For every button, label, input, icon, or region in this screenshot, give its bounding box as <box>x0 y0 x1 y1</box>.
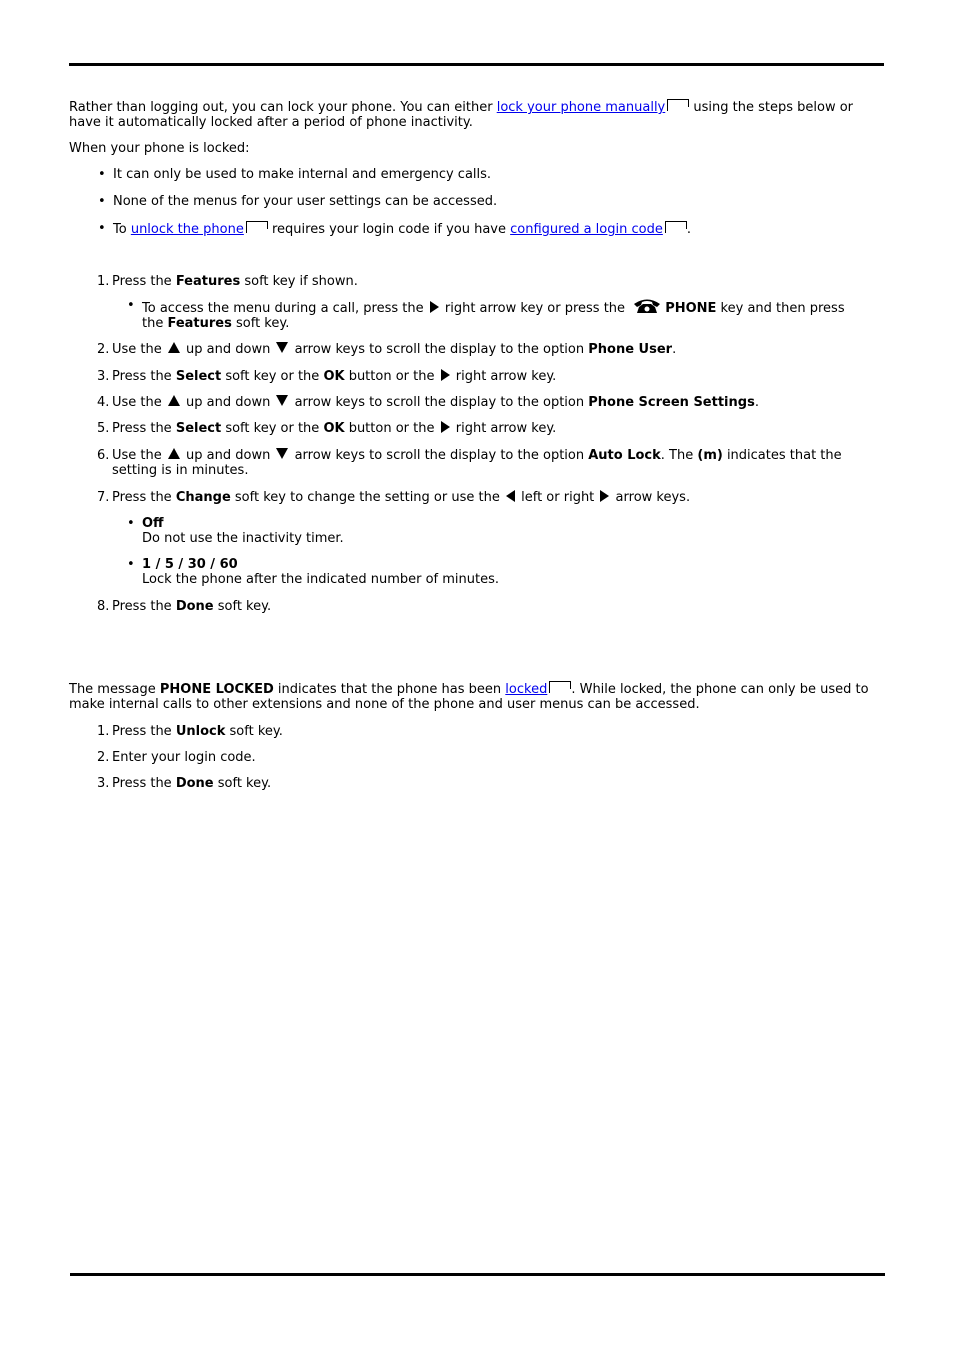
list-item: • To access the menu during a call, press the right arrow key or press the PHONE key and then press the Features soft key. <box>112 298 869 331</box>
step-7: 7. Press the Change soft key to change the setting or use the left or right arrow keys. • Off Do not use the inactivity timer. • 1 / 5 / 30 / 60 Lock the phone after the indicated number of minutes. <box>69 490 869 587</box>
step-number: 6. <box>97 448 110 463</box>
phone-icon <box>632 298 662 314</box>
option-off: • Off Do not use the inactivity timer. <box>112 516 869 546</box>
down-arrow-icon <box>276 342 288 353</box>
list-item: • It can only be used to make internal and emergency calls. <box>69 167 869 182</box>
step-3: 3. Press the Select soft key or the OK button or the right arrow key. <box>97 369 557 384</box>
locked-bullet-list <box>69 167 869 237</box>
step-number: 1. <box>97 274 110 289</box>
unlock-paragraph: The message PHONE LOCKED indicates that the phone has been locked . While locked, the phone can only be used to make internal calls to other extensions and none of the phone and user menus can be accessed. <box>69 682 869 712</box>
step-number: 7. <box>97 490 110 505</box>
step-number: 3. <box>97 369 110 384</box>
step-1: 1. Press the Features soft key if shown. • To access the menu during a call, press the right arrow key or press the PHONE key and then press the Features soft key. <box>69 274 869 331</box>
step-1-sublist <box>112 298 869 331</box>
unlock-step-2: 2. Enter your login code. <box>97 750 256 765</box>
step-number: 2. <box>97 750 110 765</box>
step-2: 2. Use the up and down arrow keys to scroll the display to the option Phone User. <box>97 342 677 357</box>
step-number: 3. <box>97 776 110 791</box>
right-arrow-icon <box>600 490 609 502</box>
unlock-the-phone-link[interactable]: unlock the phone <box>130 222 244 237</box>
configured-login-code-link[interactable]: configured a login code <box>510 222 663 237</box>
locked-intro-text: When your phone is locked: <box>69 141 250 156</box>
lock-phone-manually-link[interactable]: lock your phone manually <box>496 100 666 115</box>
step-number: 4. <box>97 395 110 410</box>
up-arrow-icon <box>168 395 180 406</box>
list-item: • To unlock the phone requires your login code if you have configured a login code . <box>69 221 869 237</box>
step-4: 4. Use the up and down arrow keys to scroll the display to the option Phone Screen Settings. <box>97 395 759 410</box>
down-arrow-icon <box>276 448 288 459</box>
unlock-step-3: 3. Press the Done soft key. <box>97 776 272 791</box>
footer-rule <box>70 1273 885 1276</box>
right-arrow-icon <box>430 301 439 313</box>
header-rule <box>69 63 884 66</box>
right-arrow-icon <box>441 421 450 433</box>
page-content <box>69 99 869 791</box>
cross-reference-icon <box>667 99 689 110</box>
down-arrow-icon <box>276 395 288 406</box>
left-arrow-icon <box>506 490 515 502</box>
step-number: 5. <box>97 421 110 436</box>
up-arrow-icon <box>168 448 180 459</box>
step-6: 6. Use the up and down arrow keys to scroll the display to the option Auto Lock. The (m) indicates that the setting is in minutes. <box>97 448 842 478</box>
cross-reference-icon <box>665 221 687 232</box>
unlock-steps <box>69 724 869 791</box>
step-number: 8. <box>97 599 110 614</box>
unlock-step-1: 1. Press the Unlock soft key. <box>97 724 283 739</box>
auto-lock-steps <box>69 274 869 614</box>
right-arrow-icon <box>441 369 450 381</box>
up-arrow-icon <box>168 342 180 353</box>
step-8: 8. Press the Done soft key. <box>97 599 272 614</box>
cross-reference-icon <box>246 221 268 232</box>
step-number: 2. <box>97 342 110 357</box>
step-5: 5. Press the Select soft key or the OK button or the right arrow key. <box>97 421 557 436</box>
option-minutes: • 1 / 5 / 30 / 60 Lock the phone after the indicated number of minutes. <box>112 557 869 587</box>
list-item: • None of the menus for your user settings can be accessed. <box>69 194 869 209</box>
locked-link[interactable]: locked <box>505 682 548 697</box>
intro-paragraph: Rather than logging out, you can lock your phone. You can either lock your phone manually using the steps below or have it automatically locked after a period of phone inactivity. <box>69 100 854 130</box>
auto-lock-options <box>112 516 869 587</box>
step-number: 1. <box>97 724 110 739</box>
cross-reference-icon <box>549 681 571 692</box>
